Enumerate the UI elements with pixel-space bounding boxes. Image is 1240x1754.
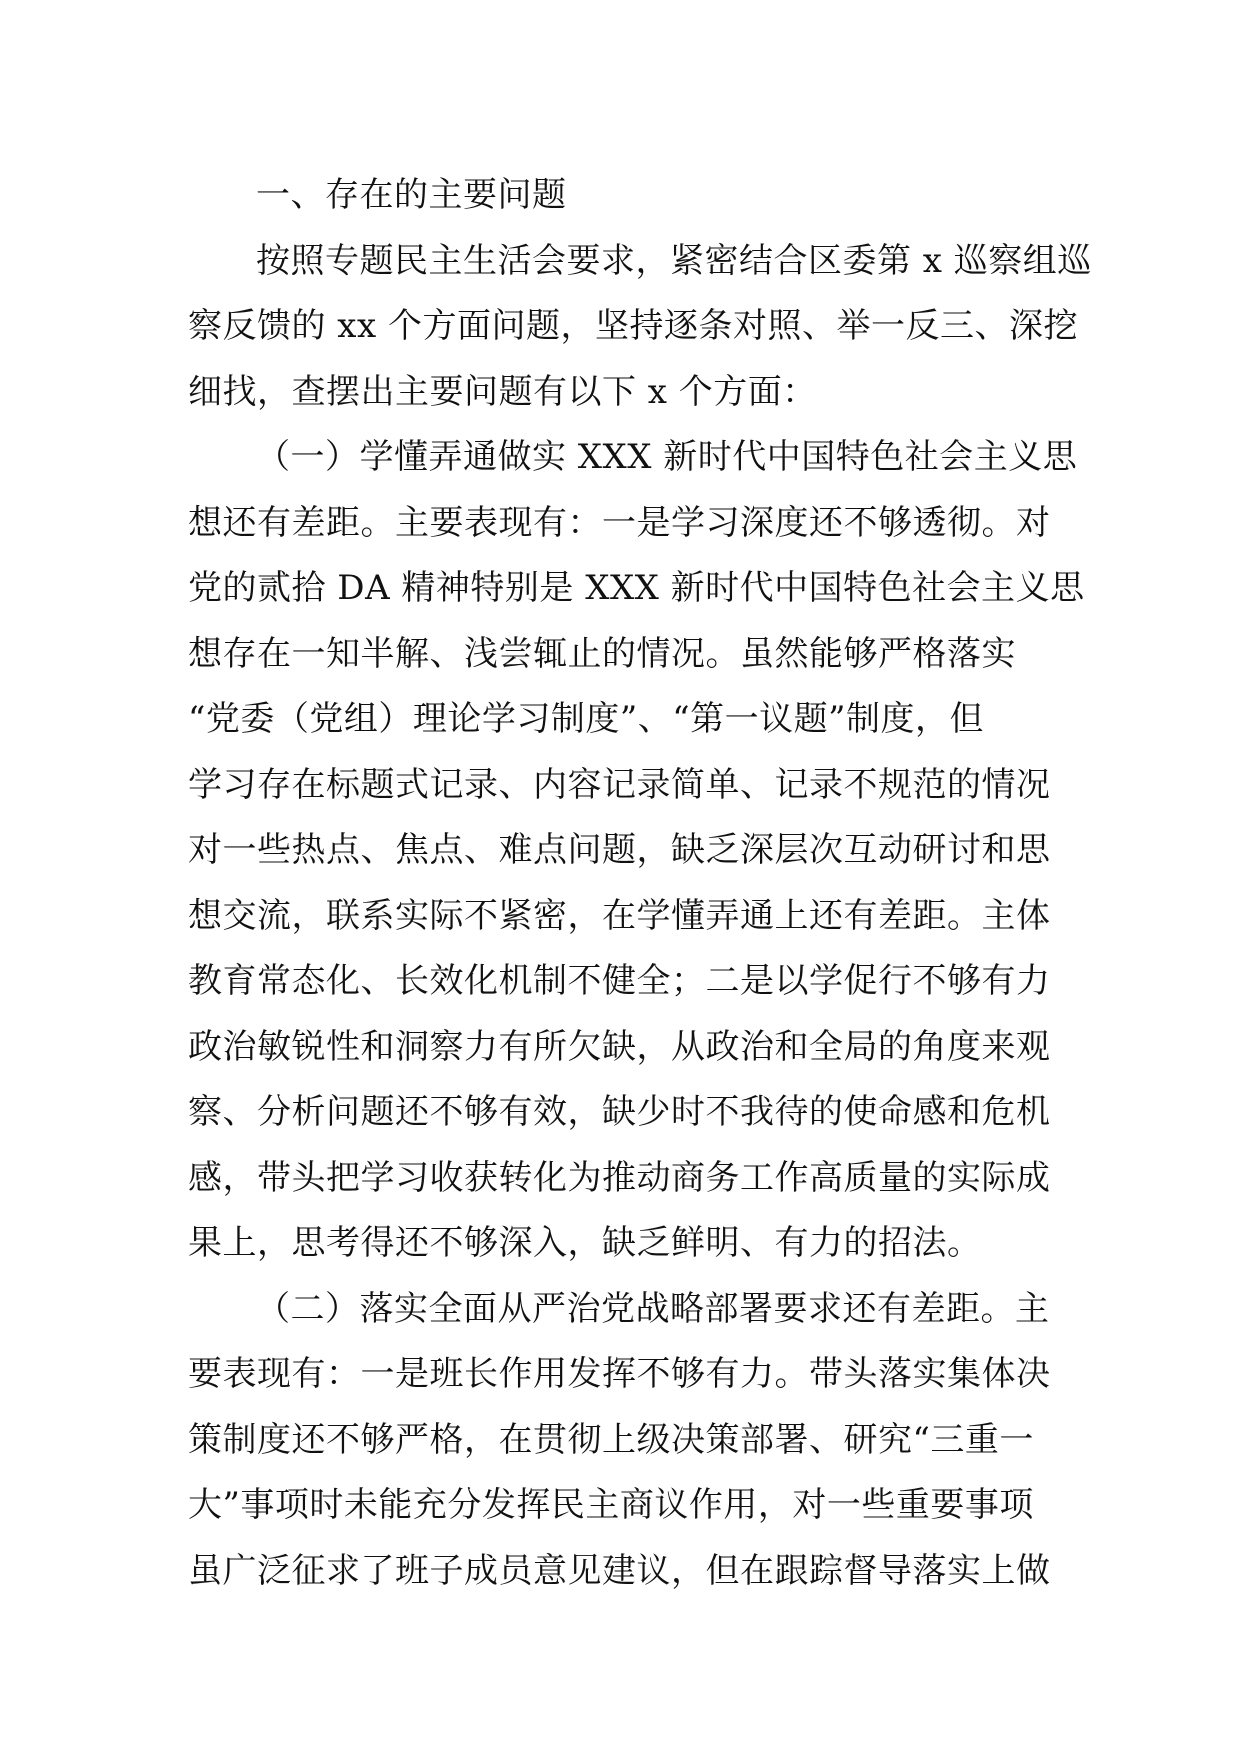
paragraph-line: 政治敏锐性和洞察力有所欠缺，从政治和全局的角度来观 [188, 1026, 1051, 1067]
paragraph-line: 教育常态化、长效化机制不健全；二是以学促行不够有力 [188, 961, 1051, 1001]
subsection-heading-line: （一）学懂弄通做实 XXX 新时代中国特色社会主义思 [256, 437, 1078, 477]
paragraph-line: 感，带头把学习收获转化为推动商务工作高质量的实际成 [188, 1157, 1051, 1198]
paragraph-line: 察、分析问题还不够有效，缺少时不我待的使命感和危机 [188, 1092, 1051, 1132]
paragraph-line: 学习存在标题式记录、内容记录简单、记录不规范的情况 [188, 764, 1051, 805]
document-body [188, 163, 1092, 1604]
paragraph-line: 想还有差距。主要表现有：一是学习深度还不够透彻。对 [188, 502, 1051, 543]
section-heading: 一、存在的主要问题 [256, 175, 567, 215]
paragraph-line: 果上，思考得还不够深入，缺乏鲜明、有力的招法。 [188, 1223, 982, 1263]
paragraph-line: 大”事项时未能充分发挥民主商议作用，对一些重要事项 [188, 1485, 1034, 1525]
subsection-heading-line: （二）落实全面从严治党战略部署要求还有差距。主 [256, 1288, 1050, 1329]
paragraph-line: 对一些热点、焦点、难点问题，缺乏深层次互动研讨和思 [188, 830, 1051, 870]
paragraph-line: “党委（党组）理论学习制度”、“第一议题”制度，但 [188, 699, 985, 739]
paragraph-line: 想交流，联系实际不紧密，在学懂弄通上还有差距。主体 [188, 895, 1051, 936]
paragraph-line: 策制度还不够严格，在贯彻上级决策部署、研究“三重一 [188, 1419, 1034, 1460]
paragraph-line: 要表现有：一是班长作用发挥不够有力。带头落实集体决 [188, 1354, 1051, 1394]
paragraph-line: 虽广泛征求了班子成员意见建议，但在跟踪督导落实上做 [188, 1550, 1051, 1591]
paragraph-line: 细找，查摆出主要问题有以下 x 个方面： [188, 371, 817, 412]
paragraph-line: 党的贰拾 DA 精神特别是 XXX 新时代中国特色社会主义思 [188, 568, 1085, 608]
paragraph-line: 按照专题民主生活会要求，紧密结合区委第 x 巡察组巡 [256, 240, 1092, 281]
paragraph-line: 察反馈的 xx 个方面问题，坚持逐条对照、举一反三、深挖 [188, 306, 1078, 346]
paragraph-line: 想存在一知半解、浅尝辄止的情况。虽然能够严格落实 [188, 633, 1016, 674]
